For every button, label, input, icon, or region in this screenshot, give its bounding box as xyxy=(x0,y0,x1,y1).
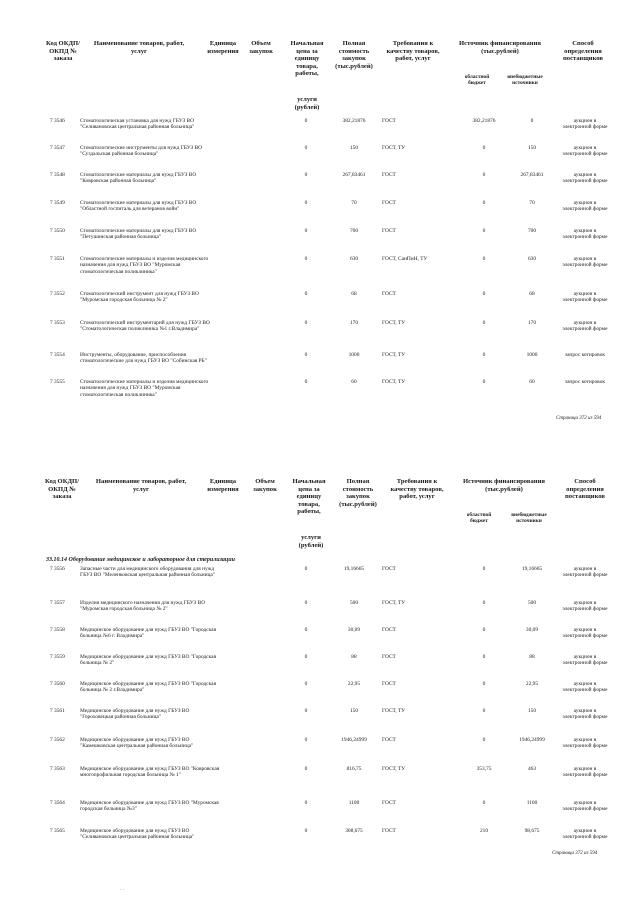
total-cost-cell: 70 xyxy=(351,200,357,206)
unit-price-cell: 0 xyxy=(304,291,308,297)
order-number-cell: 7 3563 xyxy=(50,766,65,772)
item-name-cell: Стоматологические материалы для нужд ГБУЗ ВО "Ковровская районная больница" xyxy=(80,172,197,185)
item-name-cell: Стоматологические материалы для нужд ГБУЗ ВО "Областной госпиталь для ветеранов войн" xyxy=(80,200,197,213)
extra-budget-cell: 0 xyxy=(530,118,534,124)
regional-budget-cell: 0 xyxy=(482,200,486,206)
procurement-method-cell: аукцион в электронной форме xyxy=(562,566,608,579)
header-total: Полная стоимость закупок (тыс.рублей) xyxy=(335,40,373,70)
extra-budget-cell: 70 xyxy=(529,200,535,206)
header-code: Код ОКДП/ ОКПД № заказа xyxy=(45,478,79,501)
regional-budget-cell: 0 xyxy=(482,291,486,297)
regional-budget-cell: 0 xyxy=(482,708,486,714)
quality-requirements-cell: ГОСТ xyxy=(382,737,396,743)
quality-requirements-cell: ГОСТ xyxy=(382,828,396,834)
item-name-cell: Стоматологические материалы для нужд ГБУЗ ВО "Петушинская районная больница" xyxy=(80,228,197,241)
quality-requirements-cell: ГОСТ, ТУ xyxy=(382,379,406,385)
extra-budget-cell: 267,83461 xyxy=(520,172,544,178)
total-cost-cell: 1000 xyxy=(348,352,360,358)
total-cost-cell: 700 xyxy=(349,228,359,234)
quality-requirements-cell: ГОСТ xyxy=(382,627,396,633)
regional-budget-cell: 0 xyxy=(482,737,486,743)
regional-budget-cell: 0 xyxy=(482,145,486,151)
total-cost-cell: 500 xyxy=(349,600,359,606)
quality-requirements-cell: ГОСТ xyxy=(382,118,396,124)
order-number-cell: 7 3562 xyxy=(50,737,65,743)
item-name-cell: Медицинское оборудование для нужд ГБУЗ ВО "Муромская городская больница №3" xyxy=(80,800,219,813)
unit-price-cell: 0 xyxy=(304,800,308,806)
header-price: Начальная цена за единицу товара, работы, xyxy=(292,478,326,516)
order-number-cell: 7 3556 xyxy=(50,566,65,572)
quality-requirements-cell: ГОСТ, ТУ xyxy=(382,145,406,151)
header-volume: Объем закупок xyxy=(253,478,277,493)
header-requirements: Требования к качеству товаров, работ, услуг xyxy=(386,40,440,63)
total-cost-cell: 1946,24999 xyxy=(341,737,367,743)
header-unit: Единица измерения xyxy=(207,40,239,55)
item-name-cell: Медицинское оборудование для нужд ГБУЗ ВО "Ковровская многопрофильная городская больница № 1" xyxy=(80,766,220,779)
extra-budget-cell: 1946,24999 xyxy=(519,737,545,743)
quality-requirements-cell: ГОСТ, ТУ xyxy=(382,766,406,772)
total-cost-cell: 68 xyxy=(351,291,357,297)
header-total: Полная стоимость закупок (тыс.рублей) xyxy=(339,478,377,508)
unit-price-cell: 0 xyxy=(304,828,308,834)
order-number-cell: 7 3558 xyxy=(50,627,65,633)
order-number-cell: 7 3554 xyxy=(50,352,65,358)
regional-budget-cell: 0 xyxy=(482,172,486,178)
regional-budget-cell: 0 xyxy=(482,228,486,234)
procurement-method-cell: аукцион в электронной форме xyxy=(562,654,608,667)
order-number-cell: 7 3555 xyxy=(50,379,65,385)
regional-budget-cell: 210 xyxy=(479,828,489,834)
quality-requirements-cell: ГОСТ, ТУ xyxy=(382,600,406,606)
header-unit: Единица измерения xyxy=(207,478,239,493)
quality-requirements-cell: ГОСТ, СанПиН, ТУ xyxy=(382,256,428,262)
unit-price-cell: 0 xyxy=(304,145,308,151)
quality-requirements-cell: ГОСТ xyxy=(382,200,396,206)
total-cost-cell: 30,09 xyxy=(347,627,361,633)
order-number-cell: 7 3560 xyxy=(50,681,65,687)
total-cost-cell: 1100 xyxy=(348,800,360,806)
procurement-method-cell: аукцион в электронной форме xyxy=(562,627,608,640)
order-number-cell: 7 3564 xyxy=(50,800,65,806)
item-name-cell: Стоматологические материалы и изделия медицинского назначения для нужд ГБУЗ ВО "Муромская стоматологическая поликлиника" xyxy=(80,379,209,398)
extra-budget-cell: 98,675 xyxy=(524,828,540,834)
header-method: Способ определения поставщиков xyxy=(565,478,605,501)
quality-requirements-cell: ГОСТ, ТУ xyxy=(382,352,406,358)
extra-budget-cell: 500 xyxy=(527,600,537,606)
procurement-method-cell: аукцион в электронной форме xyxy=(562,200,608,213)
unit-price-cell: 0 xyxy=(304,256,308,262)
quality-requirements-cell: ГОСТ, ТУ xyxy=(382,708,406,714)
regional-budget-cell: 0 xyxy=(482,320,486,326)
procurement-method-cell: аукцион в электронной форме xyxy=(562,737,608,750)
unit-price-cell: 0 xyxy=(304,379,308,385)
item-name-cell: Инструменты, оборудование, приспособления стоматологические для нужд ГБУЗ ВО "Собинская РБ" xyxy=(80,352,207,365)
unit-price-cell: 0 xyxy=(304,118,308,124)
procurement-method-cell: аукцион в электронной форме xyxy=(562,228,608,241)
unit-price-cell: 0 xyxy=(304,708,308,714)
header-name: Наименование товаров, работ, услуг xyxy=(93,40,185,55)
header-price-tail: услуги (рублей) xyxy=(298,534,324,549)
procurement-method-cell: аукцион в электронной форме xyxy=(562,681,608,694)
header-requirements: Требования к качеству товаров, работ, услуг xyxy=(390,478,444,501)
header-volume: Объем закупок xyxy=(249,40,273,55)
procurement-method-cell: аукцион в электронной форме xyxy=(562,172,608,185)
order-number-cell: 7 3565 xyxy=(50,828,65,834)
order-number-cell: 7 3551 xyxy=(50,256,65,262)
total-cost-cell: 382,21876 xyxy=(342,118,366,124)
extra-budget-cell: 1100 xyxy=(526,800,538,806)
regional-budget-cell: 382,21876 xyxy=(472,118,496,124)
extra-budget-cell: 22,95 xyxy=(525,681,539,687)
item-name-cell: Запасные части для медицинского оборудования для нужд ГБУЗ ВО "Меленковская центральная районная больница" xyxy=(80,566,216,579)
item-name-cell: Стоматологическая установка для нужд ГБУЗ ВО "Селивановская центральная районная больница" xyxy=(80,118,195,131)
regional-budget-cell: 0 xyxy=(482,600,486,606)
header-source: Источник финансирования (тыс.рублей) xyxy=(459,40,541,55)
procurement-method-cell: аукцион в электронной форме xyxy=(562,145,608,158)
unit-price-cell: 0 xyxy=(304,566,308,572)
total-cost-cell: 60 xyxy=(351,379,357,385)
quality-requirements-cell: ГОСТ, ТУ xyxy=(382,320,406,326)
order-number-cell: 7 3549 xyxy=(50,200,65,206)
item-name-cell: Медицинское оборудование для нужд ГБУЗ ВО "Гороховецкая районная больница" xyxy=(80,708,190,721)
unit-price-cell: 0 xyxy=(304,766,308,772)
header-source: Источник финансирования (тыс.рублей) xyxy=(463,478,545,493)
total-cost-cell: 88 xyxy=(351,654,357,660)
header-source-regional: областной бюджет xyxy=(464,74,490,86)
header-source-extra: внебюджетные источники xyxy=(507,74,543,86)
item-name-cell: Медицинское оборудование для нужд ГБУЗ ВО "Городская больница №6 г. Владимира" xyxy=(80,627,217,640)
order-number-cell: 7 3546 xyxy=(50,118,65,124)
header-price: Начальная цена за единицу товара, работы, xyxy=(290,40,324,78)
scan-mark: · · xyxy=(120,888,125,893)
quality-requirements-cell: ГОСТ xyxy=(382,654,396,660)
unit-price-cell: 0 xyxy=(304,200,308,206)
order-number-cell: 7 3548 xyxy=(50,172,65,178)
total-cost-cell: 22,95 xyxy=(347,681,361,687)
header-method: Способ определения поставщиков xyxy=(563,40,603,63)
quality-requirements-cell: ГОСТ xyxy=(382,228,396,234)
page-number-label: Страница 372 из 594 xyxy=(556,416,602,421)
quality-requirements-cell: ГОСТ xyxy=(382,800,396,806)
total-cost-cell: 267,83461 xyxy=(342,172,366,178)
procurement-method-cell: запрос котировок xyxy=(564,352,606,358)
total-cost-cell: 150 xyxy=(349,145,359,151)
unit-price-cell: 0 xyxy=(304,654,308,660)
regional-budget-cell: 0 xyxy=(482,379,486,385)
item-name-cell: Изделия медицинского назначения для нужд ГБУЗ ВО "Муромская городская больница № 2" xyxy=(80,600,206,613)
order-number-cell: 7 3552 xyxy=(50,291,65,297)
extra-budget-cell: 170 xyxy=(527,320,537,326)
page-number-label: Страница 372 из 594 xyxy=(552,851,598,856)
unit-price-cell: 0 xyxy=(304,352,308,358)
item-name-cell: Медицинское оборудование для нужд ГБУЗ ВО "Городская больница № 2" xyxy=(80,654,217,667)
quality-requirements-cell: ГОСТ xyxy=(382,681,396,687)
order-number-cell: 7 3547 xyxy=(50,145,65,151)
procurement-method-cell: аукцион в электронной форме xyxy=(562,800,608,813)
quality-requirements-cell: ГОСТ xyxy=(382,172,396,178)
unit-price-cell: 0 xyxy=(304,320,308,326)
regional-budget-cell: 0 xyxy=(482,681,486,687)
item-name-cell: Стоматологический инструментарий для нужд ГБУЗ ВО "Стоматологическая поликлиника №1 г.Владимира" xyxy=(80,320,210,333)
extra-budget-cell: 150 xyxy=(527,708,537,714)
header-price-tail: услуги (рублей) xyxy=(294,96,320,111)
unit-price-cell: 0 xyxy=(304,737,308,743)
total-cost-cell: 630 xyxy=(349,256,359,262)
total-cost-cell: 19,16665 xyxy=(343,566,365,572)
unit-price-cell: 0 xyxy=(304,600,308,606)
item-name-cell: Стоматологические инструменты для нужд ГБУЗ ВО "Суздальская районная больница" xyxy=(80,145,203,158)
extra-budget-cell: 30,09 xyxy=(525,627,539,633)
unit-price-cell: 0 xyxy=(304,681,308,687)
item-name-cell: Стоматологический инструмент для нужд ГБУЗ ВО "Муромская городская больница № 2" xyxy=(80,291,199,304)
regional-budget-cell: 0 xyxy=(482,654,486,660)
extra-budget-cell: 88 xyxy=(529,654,535,660)
procurement-method-cell: аукцион в электронной форме xyxy=(562,708,608,721)
extra-budget-cell: 630 xyxy=(527,256,537,262)
regional-budget-cell: 0 xyxy=(482,256,486,262)
procurement-method-cell: запрос котировок xyxy=(564,379,606,385)
order-number-cell: 7 3557 xyxy=(50,600,65,606)
item-name-cell: Медицинское оборудование для нужд ГБУЗ ВО "Камешковская центральная районная больница" xyxy=(80,737,194,750)
header-source-regional: областной бюджет xyxy=(466,512,492,524)
extra-budget-cell: 68 xyxy=(529,291,535,297)
procurement-method-cell: аукцион в электронной форме xyxy=(562,828,608,841)
item-name-cell: Стоматологические материалы и изделия медицинского назначения для нужд ГБУЗ ВО "Муромская стоматологическая поликлиника" xyxy=(80,256,209,275)
unit-price-cell: 0 xyxy=(304,172,308,178)
order-number-cell: 7 3561 xyxy=(50,708,65,714)
extra-budget-cell: 60 xyxy=(529,379,535,385)
regional-budget-cell: 0 xyxy=(482,352,486,358)
procurement-method-cell: аукцион в электронной форме xyxy=(562,766,608,779)
regional-budget-cell: 0 xyxy=(482,566,486,572)
unit-price-cell: 0 xyxy=(304,627,308,633)
procurement-method-cell: аукцион в электронной форме xyxy=(562,256,608,269)
header-code: Код ОКДП/ ОКПД № заказа xyxy=(46,40,80,63)
procurement-method-cell: аукцион в электронной форме xyxy=(562,320,608,333)
quality-requirements-cell: ГОСТ xyxy=(382,566,396,572)
extra-budget-cell: 700 xyxy=(527,228,537,234)
order-number-cell: 7 3553 xyxy=(50,320,65,326)
regional-budget-cell: 0 xyxy=(482,800,486,806)
order-number-cell: 7 3559 xyxy=(50,654,65,660)
header-source-extra: внебюджетные источники xyxy=(511,512,547,524)
header-name: Наименование товаров, работ, услуг xyxy=(95,478,187,493)
total-cost-cell: 170 xyxy=(349,320,359,326)
total-cost-cell: 150 xyxy=(349,708,359,714)
order-number-cell: 7 3550 xyxy=(50,228,65,234)
total-cost-cell: 308,675 xyxy=(345,828,363,834)
item-name-cell: Медицинское оборудование для нужд ГБУЗ ВО "Селивановская центральная районная больница" xyxy=(80,828,195,841)
extra-budget-cell: 150 xyxy=(527,145,537,151)
regional-budget-cell: 0 xyxy=(482,627,486,633)
procurement-method-cell: аукцион в электронной форме xyxy=(562,291,608,304)
unit-price-cell: 0 xyxy=(304,228,308,234)
item-name-cell: Медицинское оборудование для нужд ГБУЗ ВО "Городская больница № 2 г.Владимира" xyxy=(80,681,217,694)
procurement-method-cell: аукцион в электронной форме xyxy=(562,600,608,613)
procurement-method-cell: аукцион в электронной форме xyxy=(562,118,608,131)
extra-budget-cell: 19,16665 xyxy=(521,566,543,572)
regional-budget-cell: 353,75 xyxy=(476,766,492,772)
total-cost-cell: 816,75 xyxy=(346,766,362,772)
quality-requirements-cell: ГОСТ xyxy=(382,291,396,297)
extra-budget-cell: 1000 xyxy=(526,352,538,358)
section-heading: 33.10.14 Оборудование медицинское и лабораторное для стерилизации xyxy=(46,557,235,563)
extra-budget-cell: 463 xyxy=(527,766,537,772)
